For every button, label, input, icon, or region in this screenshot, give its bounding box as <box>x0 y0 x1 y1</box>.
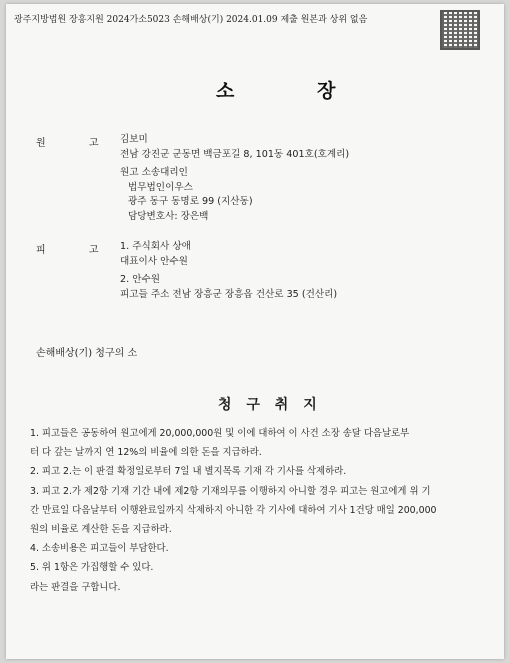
plaintiff-label: 원 고 <box>36 138 119 149</box>
claim-line: 라는 판결을 구합니다. <box>30 581 121 593</box>
law-firm-name: 법무법인이우스 <box>128 181 193 193</box>
defendant-2: 2. 안수원 <box>120 274 161 285</box>
plaintiff-agent-label: 원고 소송대리인 <box>120 167 188 178</box>
claim-line: 터 다 갚는 날까지 연 12%의 비율에 의한 돈을 지급하라. <box>30 447 262 459</box>
claim-line: 간 만료일 다음날부터 이행완료일까지 삭제하지 아니한 각 기사에 대하여 기사 1건당 매일 200,000 <box>30 504 437 516</box>
defendants-address: 피고들 주소 전남 장흥군 장흥읍 건산로 35 (건산리) <box>120 288 338 300</box>
claim-line: 원의 비율로 계산한 돈을 지급하라. <box>30 524 172 536</box>
document-page <box>6 4 504 659</box>
court-stamp-header: 광주지방법원 장흥지원 2024가소5023 손해배상(기) 2024.01.09 제출 원본과 상위 없음 <box>14 15 368 25</box>
claim-line: 5. 위 1항은 가집행할 수 있다. <box>30 562 154 574</box>
lawyer-name: 담당변호사: 장은백 <box>128 210 209 222</box>
defendant-label: 피 고 <box>36 245 119 256</box>
section-title: 청 구 취 지 <box>218 397 322 413</box>
claim-line: 3. 피고 2.가 제2항 기재 기간 내에 제2항 기재의무를 이행하지 아니할 경우 피고는 원고에게 위 기 <box>30 485 431 497</box>
qr-code-icon <box>440 10 480 50</box>
claim-body <box>30 424 492 597</box>
defendant-1: 1. 주식회사 상애 <box>120 241 191 252</box>
plaintiff-block <box>120 133 349 224</box>
document-title: 소 장 <box>216 80 374 102</box>
plaintiff-address: 전남 강진군 군동면 백금포길 8, 101동 401호(호계리) <box>120 148 350 160</box>
claim-line: 4. 소송비용은 피고들이 부담한다. <box>30 543 169 555</box>
defendant-1-representative: 대표이사 안수원 <box>120 255 188 267</box>
defendant-block <box>120 240 337 302</box>
claim-line: 2. 피고 2.는 이 판결 확정일로부터 7일 내 별지목록 기재 각 기사를 삭제하라. <box>30 466 347 478</box>
claim-title: 손해배상(기) 청구의 소 <box>36 348 138 359</box>
law-firm-address: 광주 동구 동명로 99 (지산동) <box>128 196 253 207</box>
plaintiff-name: 김보미 <box>120 134 148 145</box>
claim-line: 1. 피고들은 공동하여 원고에게 20,000,000원 및 이에 대하여 이 사건 소장 송달 다음날로부 <box>30 428 410 439</box>
